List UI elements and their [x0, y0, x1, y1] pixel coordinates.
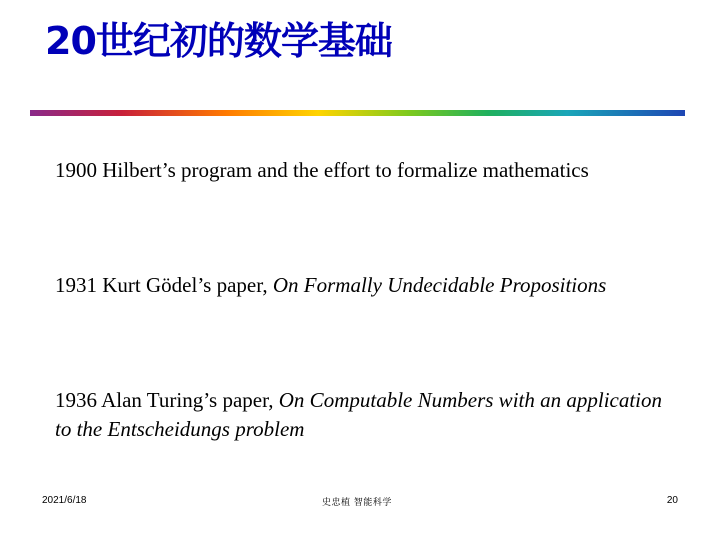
bullet-hilbert	[55, 156, 675, 185]
bullet-hilbert-text: 1900 Hilbert’s program and the effort to formalize mathematics	[55, 158, 589, 182]
bullet-turing	[55, 386, 675, 444]
footer-author: 史忠植 智能科学	[322, 498, 392, 508]
slide-title: 20世纪初的数学基础	[45, 19, 392, 63]
footer-date: 2021/6/18	[42, 495, 87, 506]
bullet-godel	[55, 271, 675, 300]
bullet-godel-text: 1931 Kurt Gödel’s paper,	[55, 273, 273, 297]
title-divider	[30, 110, 685, 116]
bullet-turing-text: 1936 Alan Turing’s paper,	[55, 388, 279, 412]
bullet-turing-paper-title: On Computable Numbers with an application to the Entscheidungs problem	[55, 388, 663, 441]
bullet-godel-paper-title: On Formally Undecidable Propositions	[272, 273, 607, 297]
footer-page-number: 20	[666, 495, 678, 506]
